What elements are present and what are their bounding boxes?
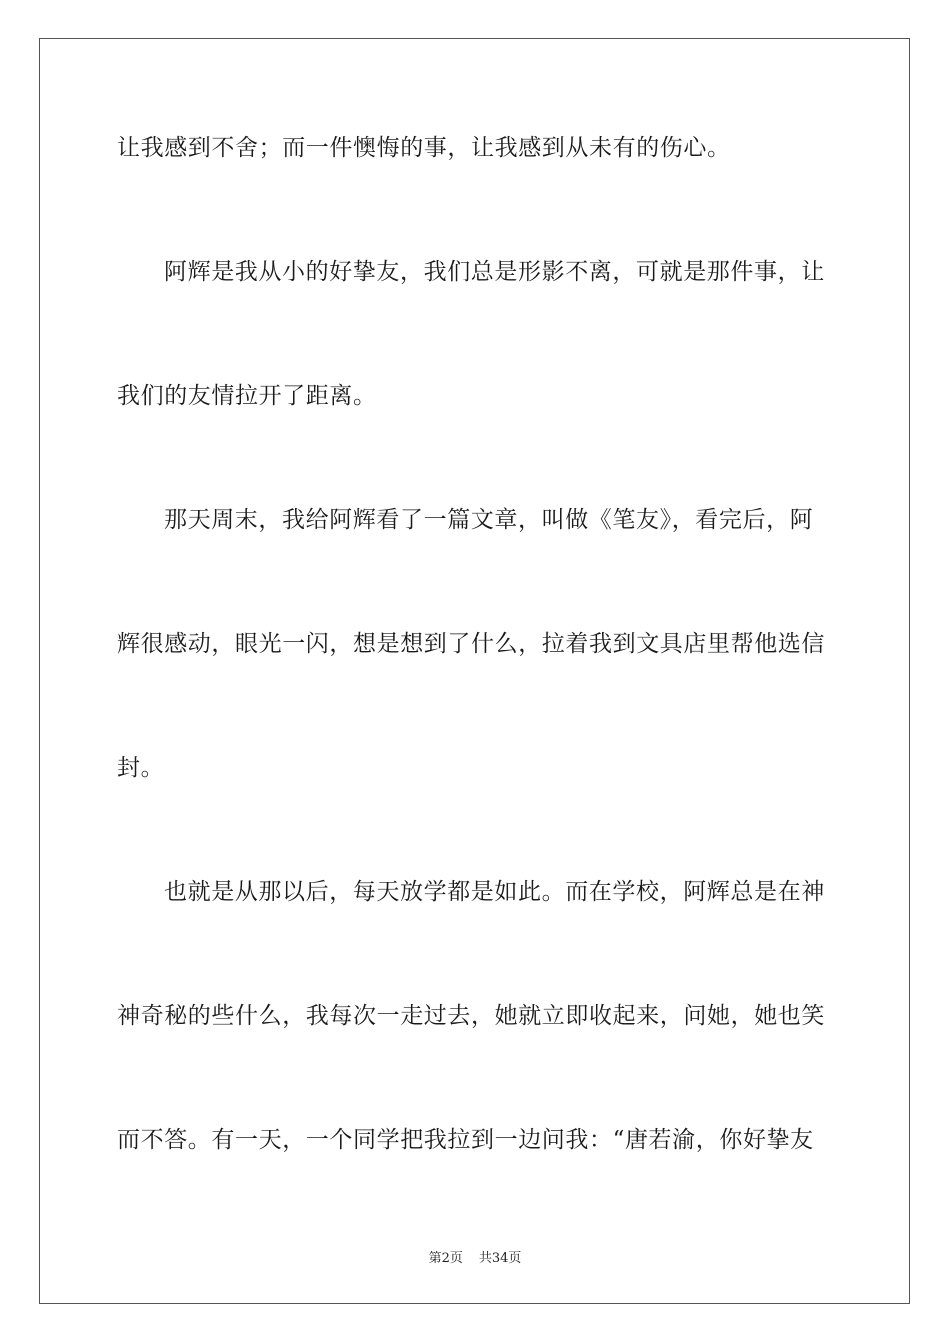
page-number: 第2页 (428, 1251, 463, 1266)
page-total: 共34页 (478, 1251, 522, 1266)
text-line: 神奇秘的些什么，我每次一走过去，她就立即收起来，问她，她也笑 (117, 1003, 825, 1029)
text-line: 阿辉是我从小的好挚友，我们总是形影不离，可就是那件事，让 (164, 259, 825, 285)
text-line: 也就是从那以后，每天放学都是如此。而在学校，阿辉总是在神 (164, 879, 825, 905)
text-line: 那天周末，我给阿辉看了一篇文章，叫做《笔友》，看完后，阿 (164, 507, 814, 533)
page-footer (0, 1247, 950, 1266)
text-line: 我们的友情拉开了距离。 (117, 383, 377, 409)
text-line: 让我感到不舍；而一件懊悔的事，让我感到从未有的伤心。 (117, 135, 731, 161)
document-body (117, 130, 837, 1246)
text-line: 而不答。有一天，一个同学把我拉到一边问我：“唐若渝，你好挚友 (117, 1127, 814, 1153)
text-line: 封。 (117, 755, 165, 781)
text-line: 辉很感动，眼光一闪，想是想到了什么，拉着我到文具店里帮他选信 (117, 631, 825, 657)
